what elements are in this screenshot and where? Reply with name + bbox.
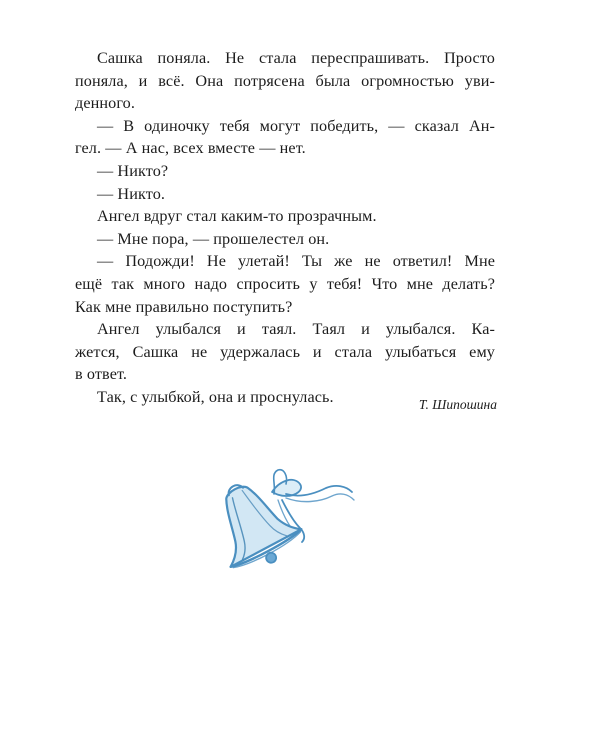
bell-icon	[190, 462, 360, 572]
text-line: Так, с улыбкой, она и проснулась.	[97, 387, 334, 406]
text-line: ещё так много надо спросить у тебя! Что мне делать?	[75, 274, 495, 293]
story-text	[75, 47, 495, 409]
text-line: — Никто.	[97, 184, 166, 203]
text-line: — В одиночку тебя могут победить, — сказал Ан-	[97, 116, 495, 135]
text-line: поняла, и всё. Она потрясена была огромностью уви-	[75, 71, 495, 90]
text-line: гел. — А нас, всех вместе — нет.	[75, 139, 306, 158]
text-line: Ангел улыбался и таял. Таял и улыбался. Ка-	[97, 320, 495, 339]
text-line: Как мне правильно поступить?	[75, 297, 293, 316]
text-line: Сашка поняла. Не стала переспрашивать. Просто	[97, 49, 495, 67]
text-line: Ангел вдруг стал каким-то прозрачным.	[97, 207, 377, 226]
text-line: в ответ.	[75, 365, 128, 384]
text-line: — Мне пора, — прошелестел он.	[97, 229, 330, 248]
text-line: денного.	[75, 94, 136, 113]
text-line: — Никто?	[97, 161, 169, 180]
text-line: — Подожди! Не улетай! Ты же не ответил! Мне	[97, 252, 495, 271]
text-line: жется, Сашка не удержалась и стала улыбаться ему	[75, 342, 495, 361]
author-signature: Т. Шипошина	[418, 397, 497, 412]
